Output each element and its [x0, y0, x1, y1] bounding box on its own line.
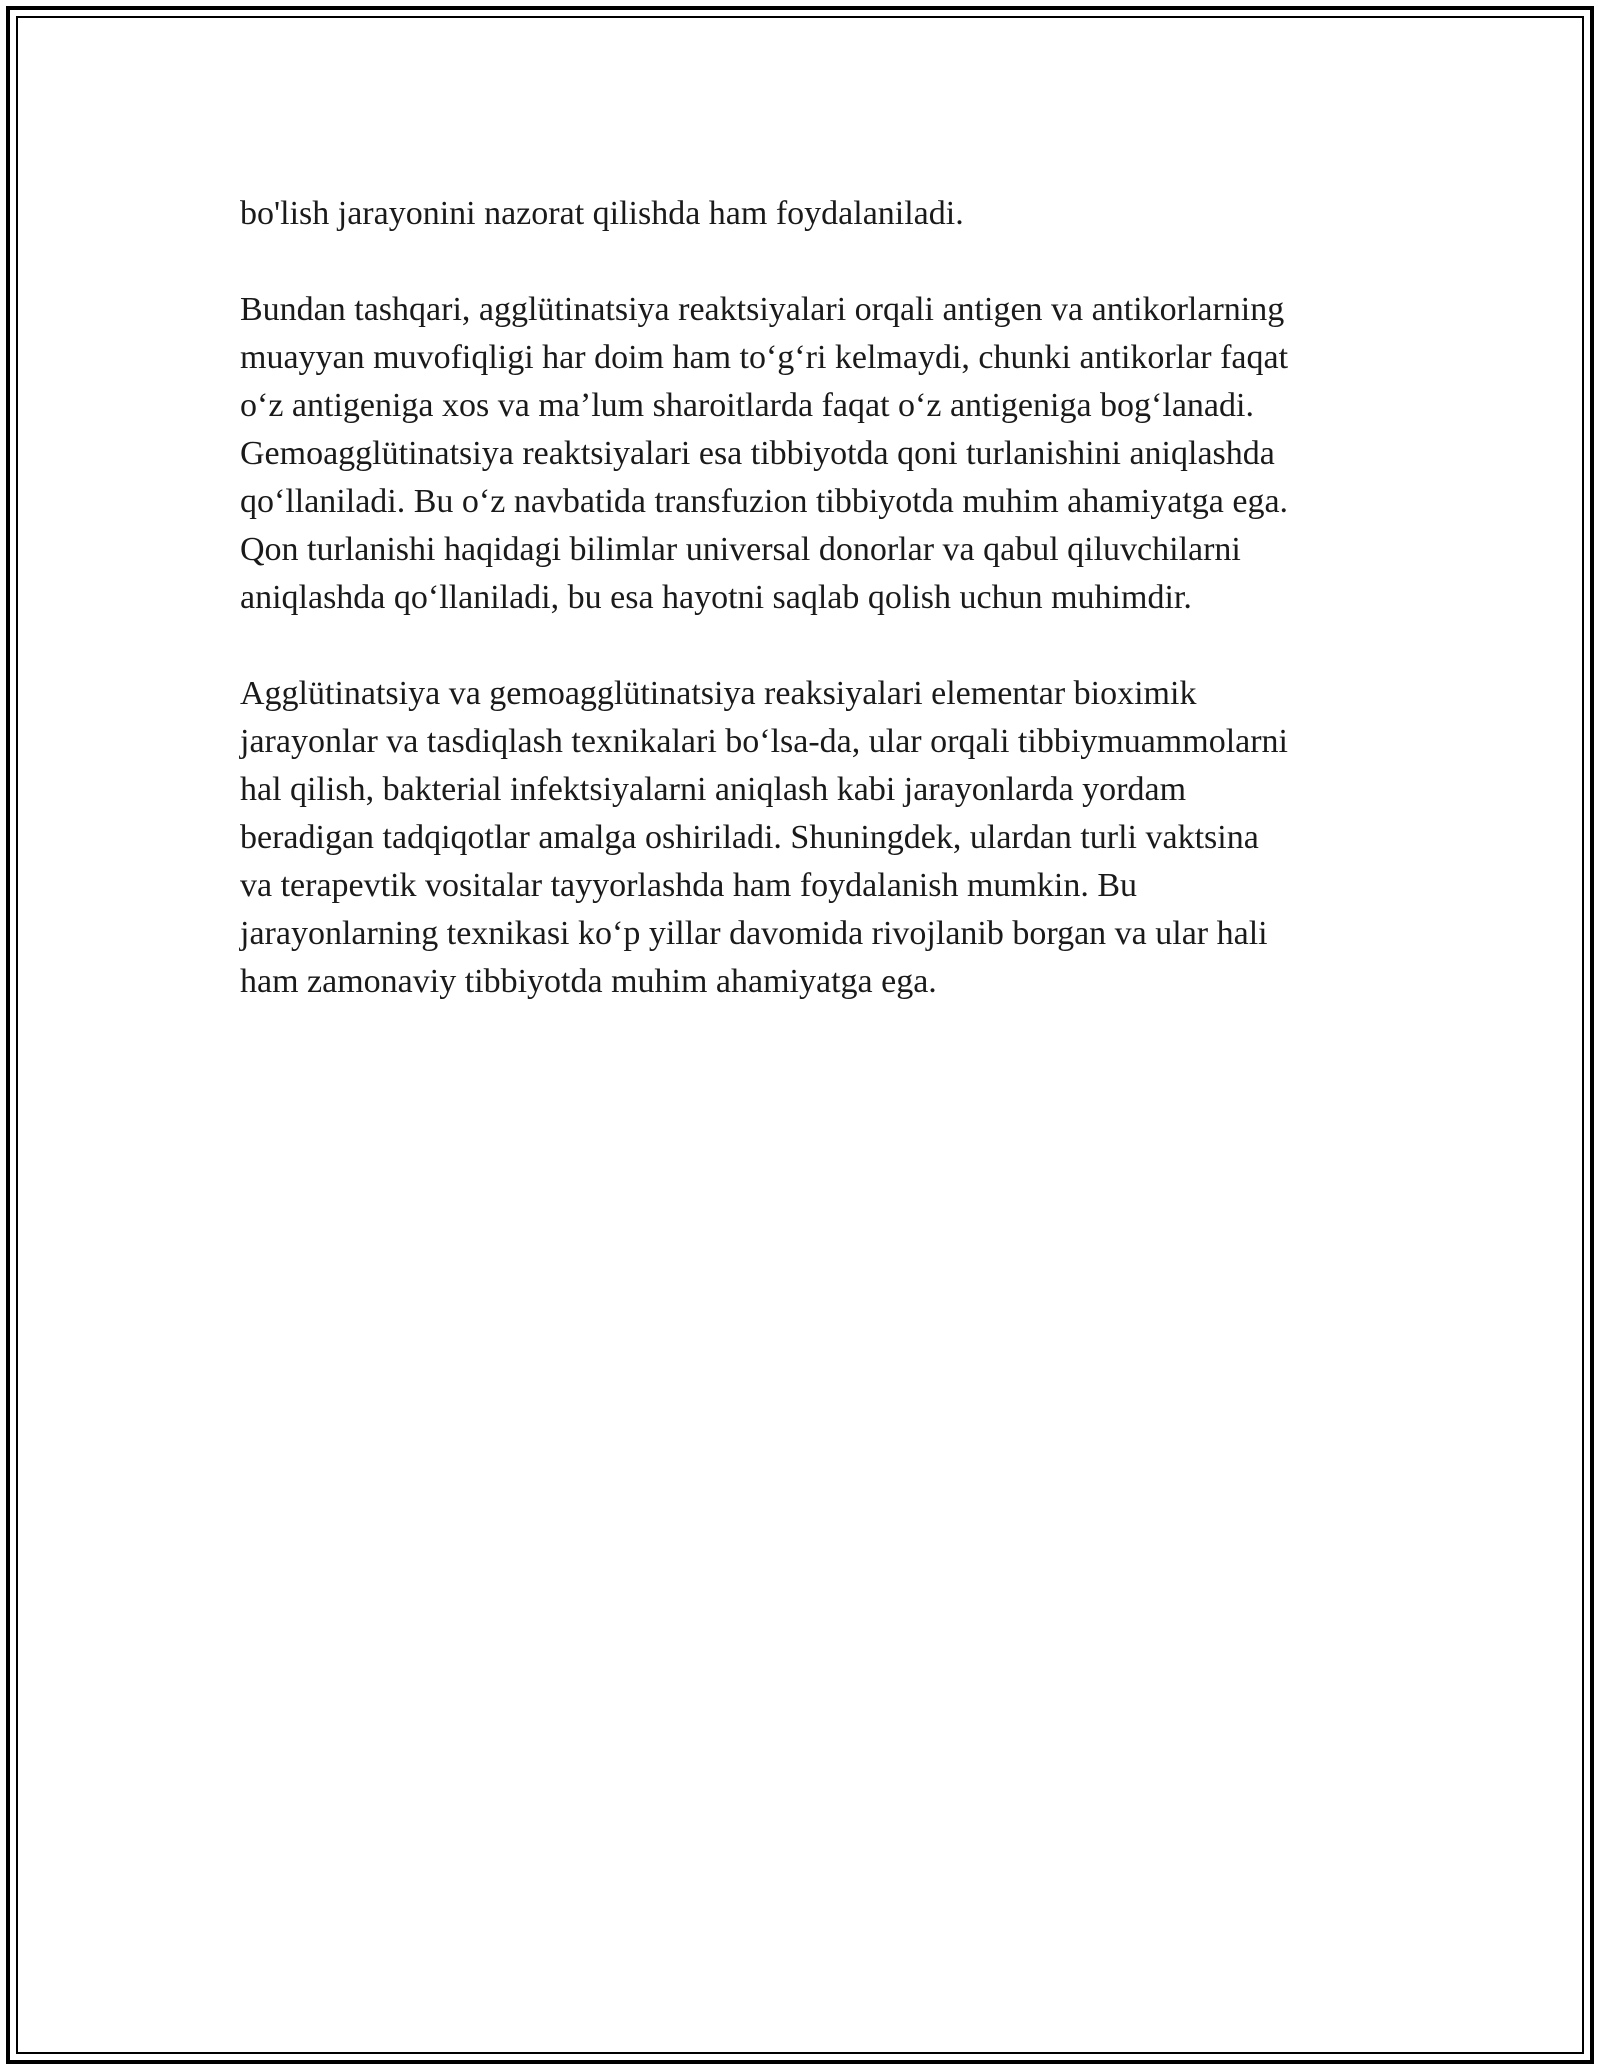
- text-line: oʻz antigeniga xos va maʼlum sharoitlarda faqat oʻz antigeniga bogʻlanadi.: [240, 387, 1254, 424]
- text-line: Gemoagglütinatsiya reaktsiyalari esa tibbiyotda qoni turlanishini aniqlashda: [240, 435, 1275, 472]
- document-body: [240, 190, 1410, 1054]
- text-line: Qon turlanishi haqidagi bilimlar universal donorlar va qabul qiluvchilarni: [240, 531, 1241, 568]
- text-line: va terapevtik vositalar tayyorlashda ham foydalanish mumkin. Bu: [240, 867, 1137, 904]
- text-line: bo'lish jarayonini nazorat qilishda ham foydalaniladi.: [240, 195, 964, 232]
- text-line: qoʻllaniladi. Bu oʻz navbatida transfuzion tibbiyotda muhim ahamiyatga ega.: [240, 483, 1289, 520]
- text-line: hal qilish, bakterial infektsiyalarni aniqlash kabi jarayonlarda yordam: [240, 771, 1187, 808]
- page-frame: [6, 6, 1594, 2064]
- text-line: muayyan muvofiqligi har doim ham toʻgʻri kelmaydi, chunki antikorlar faqat: [240, 339, 1289, 376]
- text-line: Agglütinatsiya va gemoagglütinatsiya reaksiyalari elementar bioximik: [240, 675, 1197, 712]
- text-line: jarayonlarning texnikasi koʻp yillar davomida rivojlanib borgan va ular hali: [240, 915, 1268, 952]
- text-line: ham zamonaviy tibbiyotda muhim ahamiyatga ega.: [240, 963, 937, 1000]
- paragraph-3: [240, 670, 1410, 1006]
- text-line: jarayonlar va tasdiqlash texnikalari boʻlsa-da, ular orqali tibbiymuammolarni: [240, 723, 1289, 760]
- paragraph-2: [240, 286, 1410, 622]
- paragraph-1: [240, 190, 1410, 238]
- text-line: Bundan tashqari, agglütinatsiya reaktsiyalari orqali antigen va antikorlarning: [240, 291, 1285, 328]
- text-line: beradigan tadqiqotlar amalga oshiriladi. Shuningdek, ulardan turli vaktsina: [240, 819, 1259, 856]
- text-line: aniqlashda qoʻllaniladi, bu esa hayotni saqlab qolish uchun muhimdir.: [240, 579, 1192, 616]
